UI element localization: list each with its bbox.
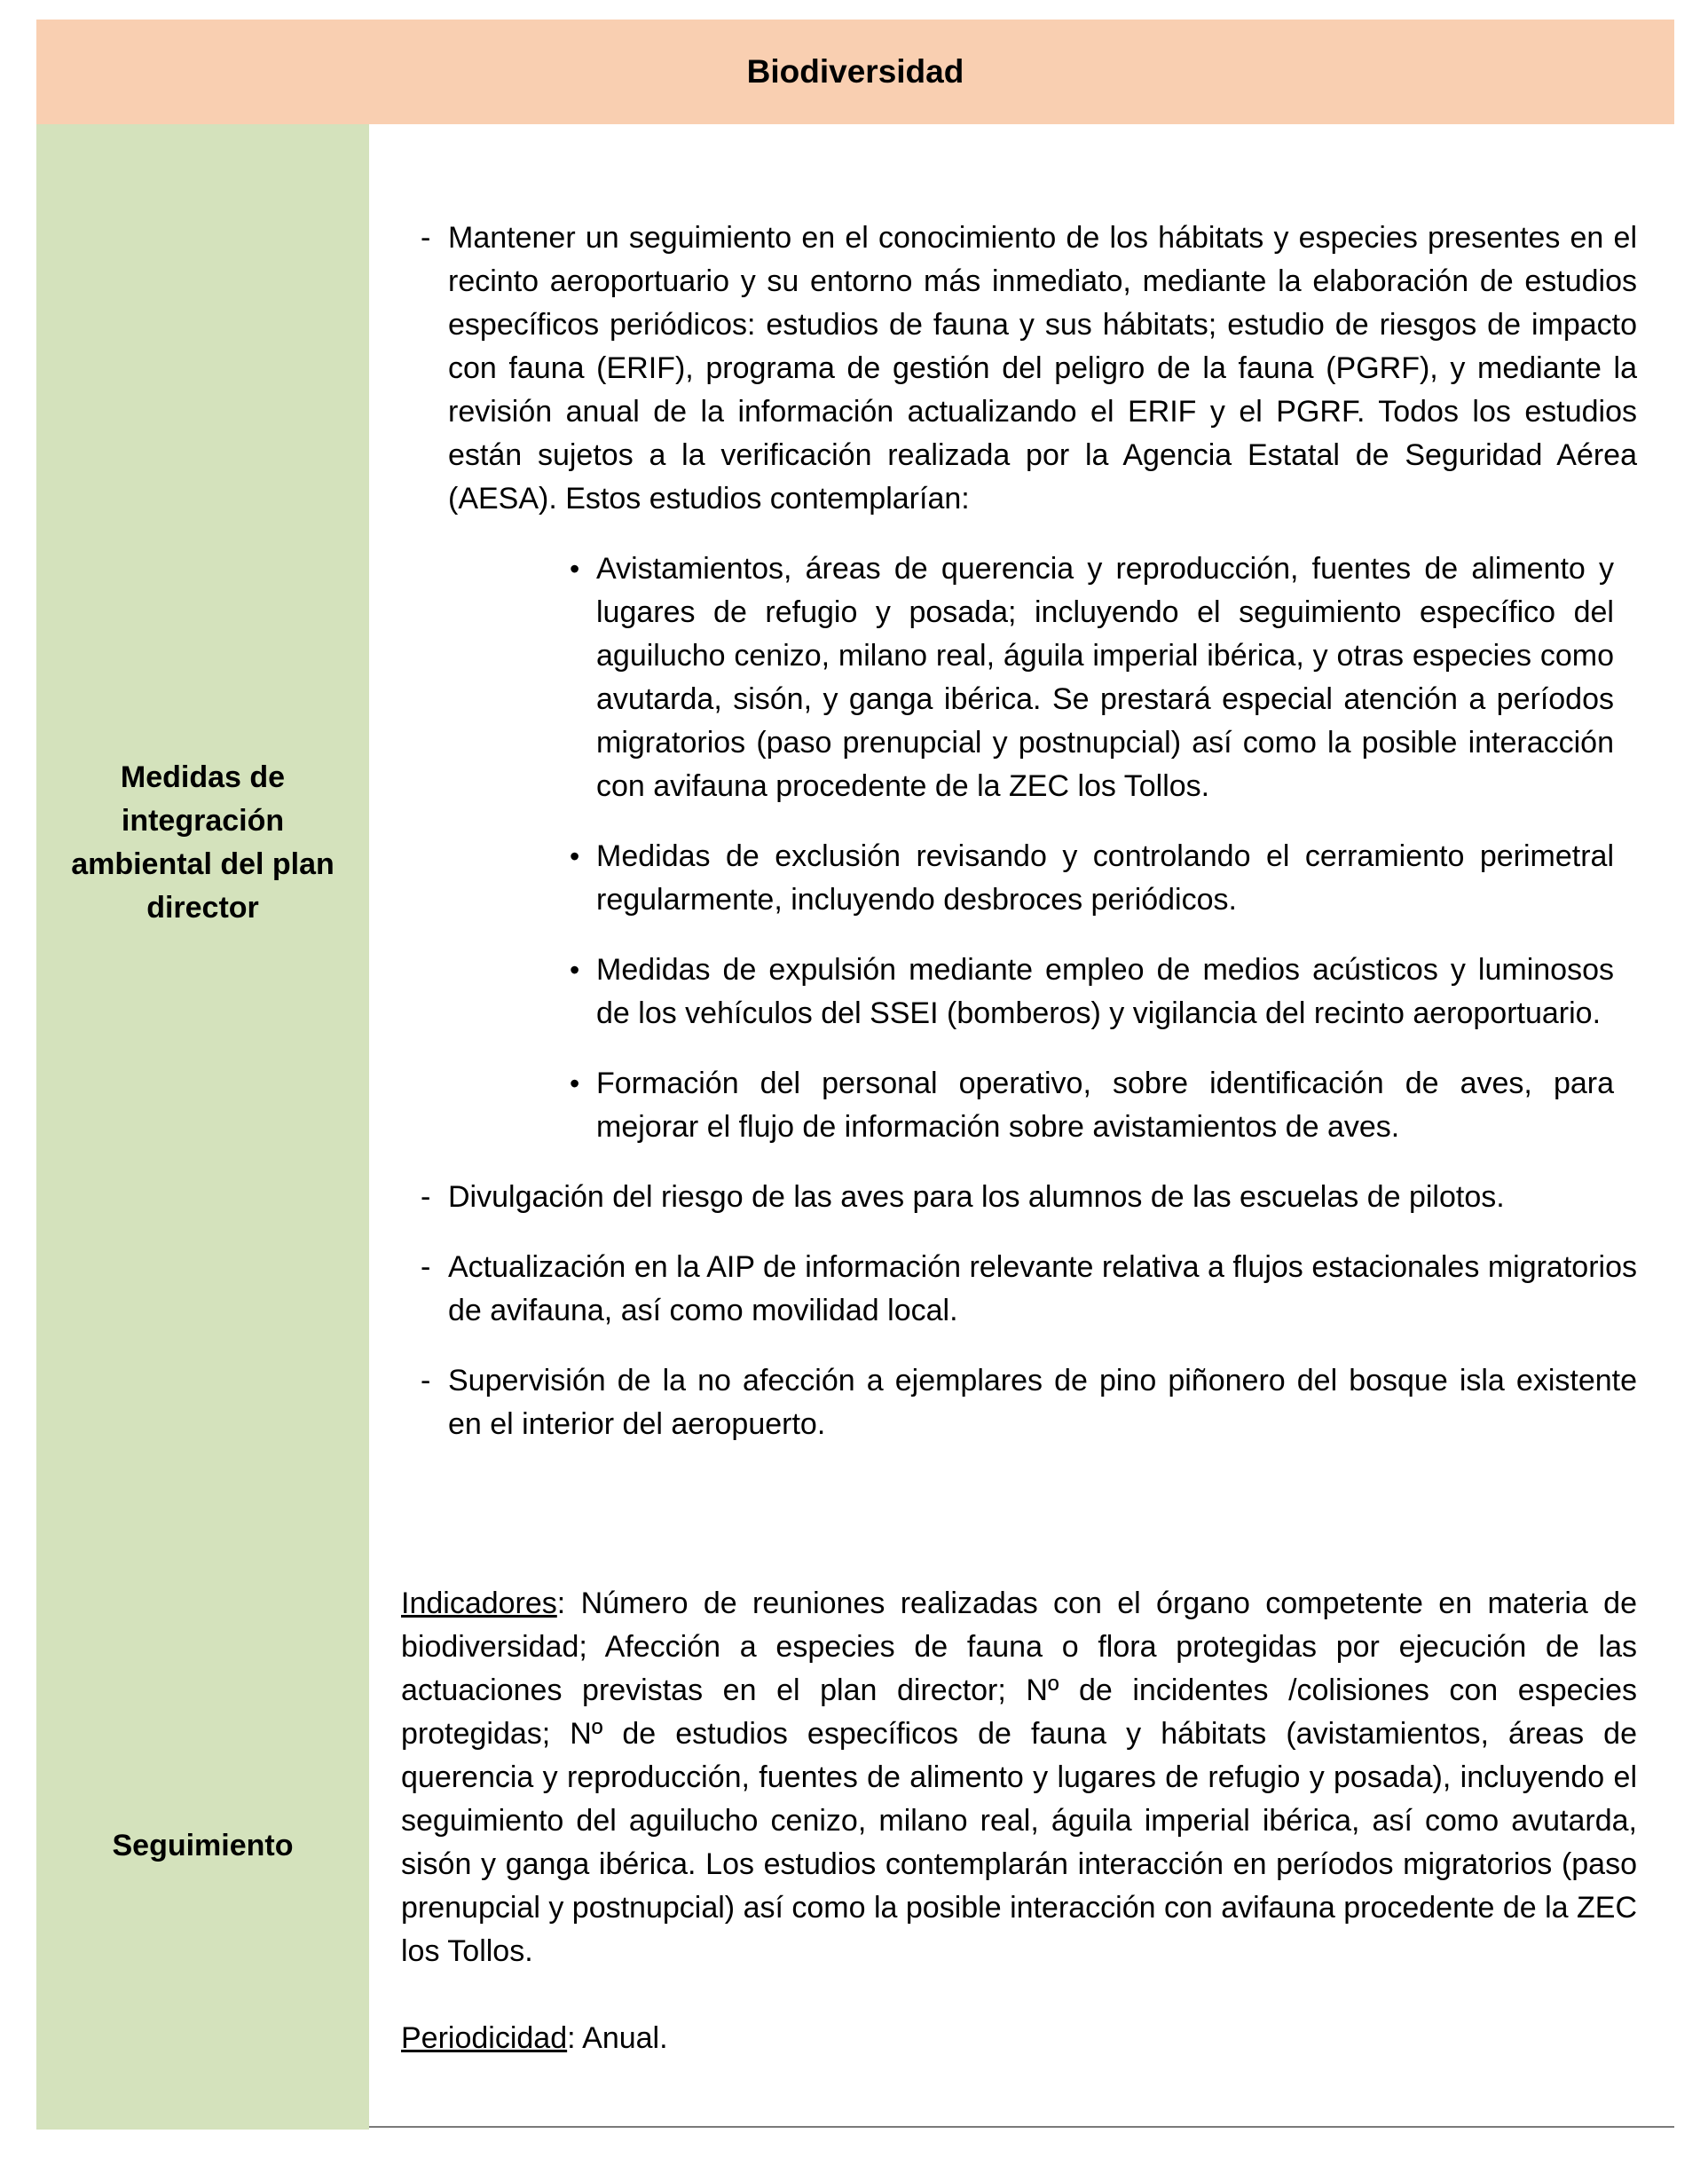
periodicity-paragraph: [401, 2017, 1637, 2060]
list-item: [369, 217, 1674, 1149]
list-item: - Divulgación del riesgo de las aves para los alumnos de las escuelas de pilotos.: [369, 1176, 1674, 1219]
bullet-item: • Avistamientos, áreas de querencia y reproducción, fuentes de alimento y lugares de refugio y posada; incluyendo el seguimiento específico del aguilucho cenizo, milano real, águila imperial ibérica, y otras especies como avutarda, sisón, y ganga ibérica. Se prestará especial atención a períodos migratorios (paso prenupcial y postnupcial) así como la posible interacción con avifauna procedente de la ZEC los Tollos.: [448, 547, 1637, 808]
paragraph-spacer: [369, 1973, 1674, 2017]
list-item: - Actualización en la AIP de información relevante relativa a flujos estacionales migratorios de avifauna, así como movilidad local.: [369, 1246, 1674, 1333]
row-label-cell-monitoring: [36, 1562, 369, 2130]
monitoring-content: [369, 1582, 1674, 2060]
bullet-item: • Medidas de expulsión mediante empleo de medios acústicos y luminosos de los vehículos del SSEI (bomberos) y vigilancia del recinto aeroportuario.: [448, 949, 1637, 1035]
table-bottom-border: [369, 2126, 1674, 2128]
list-item: - Supervisión de la no afección a ejemplares de pino piñonero del bosque isla existente en el interior del aeropuerto.: [369, 1359, 1674, 1446]
periodicity-label: Periodicidad: [401, 2021, 568, 2055]
indicators-paragraph: [401, 1582, 1637, 1973]
measures-list: [369, 217, 1674, 1446]
row-label-cell-measures: [36, 124, 369, 1562]
list-item-text: Mantener un seguimiento en el conocimiento de los hábitats y especies presentes en el recinto aeroportuario y su entorno más inmediato, mediante la elaboración de estudios específicos periódicos: estudios de fauna y sus hábitats; estudio de riesgos de impacto con fauna (ERIF), programa de gestión del peligro de la fauna (PGRF), y mediante la revisión anual de la información actualizando el ERIF y el PGRF. Todos los estudios están sujetos a la verificación realizada por la Agencia Estatal de Seguridad Aérea (AESA). Estos estudios contemplarían:: [448, 221, 1637, 516]
row-label-monitoring: Seguimiento: [112, 1828, 294, 1862]
bullet-item: • Formación del personal operativo, sobre identificación de aves, para mejorar el flujo de información sobre avistamientos de aves.: [448, 1062, 1637, 1149]
studies-bullet-list: [448, 547, 1637, 1149]
indicators-label: Indicadores: [401, 1587, 557, 1620]
measures-content: [369, 217, 1674, 1473]
bullet-item: • Medidas de exclusión revisando y controlando el cerramiento perimetral regularmente, incluyendo desbroces periódicos.: [448, 835, 1637, 922]
indicators-text: : Número de reuniones realizadas con el órgano competente en materia de biodiversidad; Afección a especies de fauna o flora protegidas por ejecución de las actuaciones previstas en el plan director; Nº de incidentes /colisiones con especies protegidas; Nº de estudios específicos de fauna y hábitats (avistamientos, áreas de querencia y reproducción, fuentes de alimento y lugares de refugio y posada), incluyendo el seguimiento del aguilucho cenizo, milano real, águila imperial ibérica, así como avutarda, sisón y ganga ibérica. Los estudios contemplarán interacción en períodos migratorios (paso prenupcial y postnupcial) así como la posible interacción con avifauna procedente de la ZEC los Tollos.: [401, 1587, 1637, 1968]
row-label-measures: Medidas de integración ambiental del plan director: [71, 760, 335, 925]
table-title: Biodiversidad: [746, 53, 964, 90]
periodicity-text: : Anual.: [567, 2021, 668, 2055]
table-header: [36, 20, 1674, 124]
